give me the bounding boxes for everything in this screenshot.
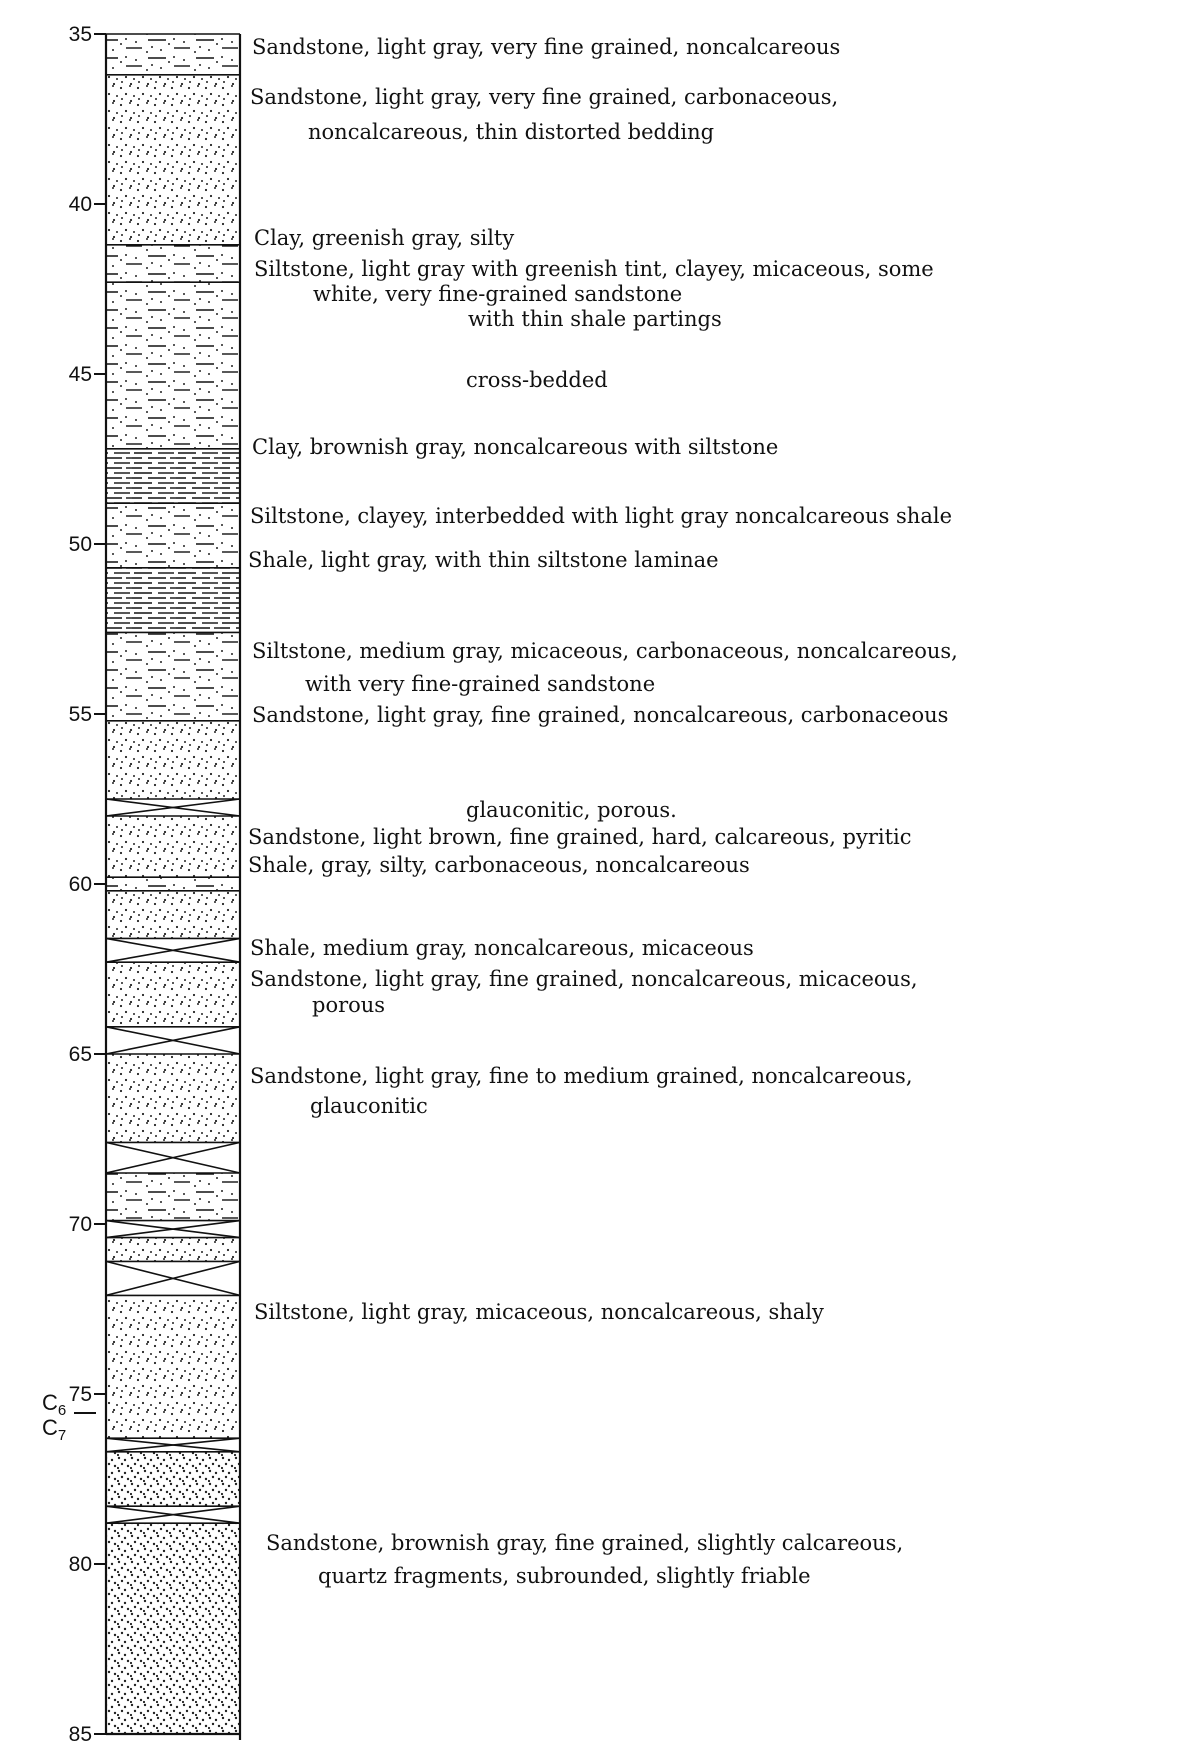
column-interval-25	[106, 1452, 240, 1506]
core-marker-c6: $C_6$	[42, 1390, 67, 1419]
description-7: Siltstone, clayey, interbedded with light gray noncalcareous shale	[250, 504, 952, 528]
depth-label-40: 40	[68, 193, 92, 216]
column-interval-4	[106, 282, 240, 449]
column-interval-11	[106, 816, 240, 877]
column-interval-19	[106, 1173, 240, 1221]
column-interval-27	[106, 1523, 240, 1734]
description-10: Sandstone, light gray, fine grained, noncalcareous, carbonaceous	[252, 703, 949, 727]
column-interval-18	[106, 1142, 240, 1173]
description-9: Siltstone, medium gray, micaceous, carbonaceous, noncalcareous, with very fine-grained sandstone	[252, 639, 958, 696]
column-interval-23	[106, 1295, 240, 1438]
column-interval-8	[106, 632, 240, 720]
column-interval-12	[106, 877, 240, 891]
description-8: Shale, light gray, with thin siltstone laminae	[248, 548, 719, 572]
column-interval-10	[106, 799, 240, 816]
description-17: Siltstone, light gray, micaceous, noncalcareous, shaly	[254, 1300, 824, 1324]
depth-label-50: 50	[68, 533, 92, 556]
column-interval-21	[106, 1238, 240, 1262]
description-5: cross-bedded	[466, 368, 608, 392]
depth-label-55: 55	[68, 703, 92, 726]
column-interval-3	[106, 245, 240, 282]
description-3: Clay, greenish gray, silty	[254, 226, 515, 250]
column-interval-6	[106, 503, 240, 568]
depth-label-35: 35	[68, 23, 92, 46]
column-interval-26	[106, 1506, 240, 1523]
column-interval-16	[106, 1027, 240, 1054]
description-13: Shale, gray, silty, carbonaceous, noncalcareous	[248, 853, 750, 877]
description-6: Clay, brownish gray, noncalcareous with siltstone	[252, 435, 779, 459]
column-interval-24	[106, 1438, 240, 1452]
description-14: Shale, medium gray, noncalcareous, micaceous	[250, 936, 754, 960]
column-interval-5	[106, 449, 240, 503]
column-interval-13	[106, 891, 240, 939]
description-18: Sandstone, brownish gray, fine grained, slightly calcareous, quartz fragments, subrounded, slightly friable	[266, 1531, 904, 1588]
description-15: Sandstone, light gray, fine grained, noncalcareous, micaceous, porous	[250, 967, 918, 1017]
description-1: Sandstone, light gray, very fine grained, noncalcareous	[252, 35, 841, 59]
description-12: Sandstone, light brown, fine grained, hard, calcareous, pyritic	[248, 825, 912, 849]
depth-label-85: 85	[68, 1723, 92, 1742]
column-interval-14	[106, 938, 240, 962]
column-interval-1	[106, 34, 240, 75]
column-interval-22	[106, 1261, 240, 1295]
depth-axis	[69, 23, 106, 1742]
description-4: Siltstone, light gray with greenish tint, clayey, micaceous, some white, very fine-grained sandstone with thin shale partings	[254, 257, 934, 331]
description-2: Sandstone, light gray, very fine grained, carbonaceous, noncalcareous, thin distorted bedding	[250, 85, 839, 144]
depth-label-65: 65	[68, 1043, 92, 1066]
lithology-descriptions	[248, 35, 965, 1588]
description-16: Sandstone, light gray, fine to medium grained, noncalcareous, glauconitic	[250, 1064, 913, 1118]
column-interval-7	[106, 568, 240, 633]
depth-label-70: 70	[68, 1213, 92, 1236]
depth-label-80: 80	[68, 1553, 92, 1576]
column-interval-20	[106, 1221, 240, 1238]
depth-label-60: 60	[68, 873, 92, 896]
column-interval-9	[106, 721, 240, 799]
column-interval-15	[106, 962, 240, 1027]
depth-label-75: 75	[68, 1383, 92, 1406]
column-interval-2	[106, 75, 240, 245]
core-marker-c7: $C_7$	[42, 1415, 67, 1444]
lithologic-column	[106, 34, 240, 1740]
depth-label-45: 45	[68, 363, 92, 386]
description-11: glauconitic, porous.	[466, 798, 677, 822]
column-interval-17	[106, 1054, 240, 1142]
